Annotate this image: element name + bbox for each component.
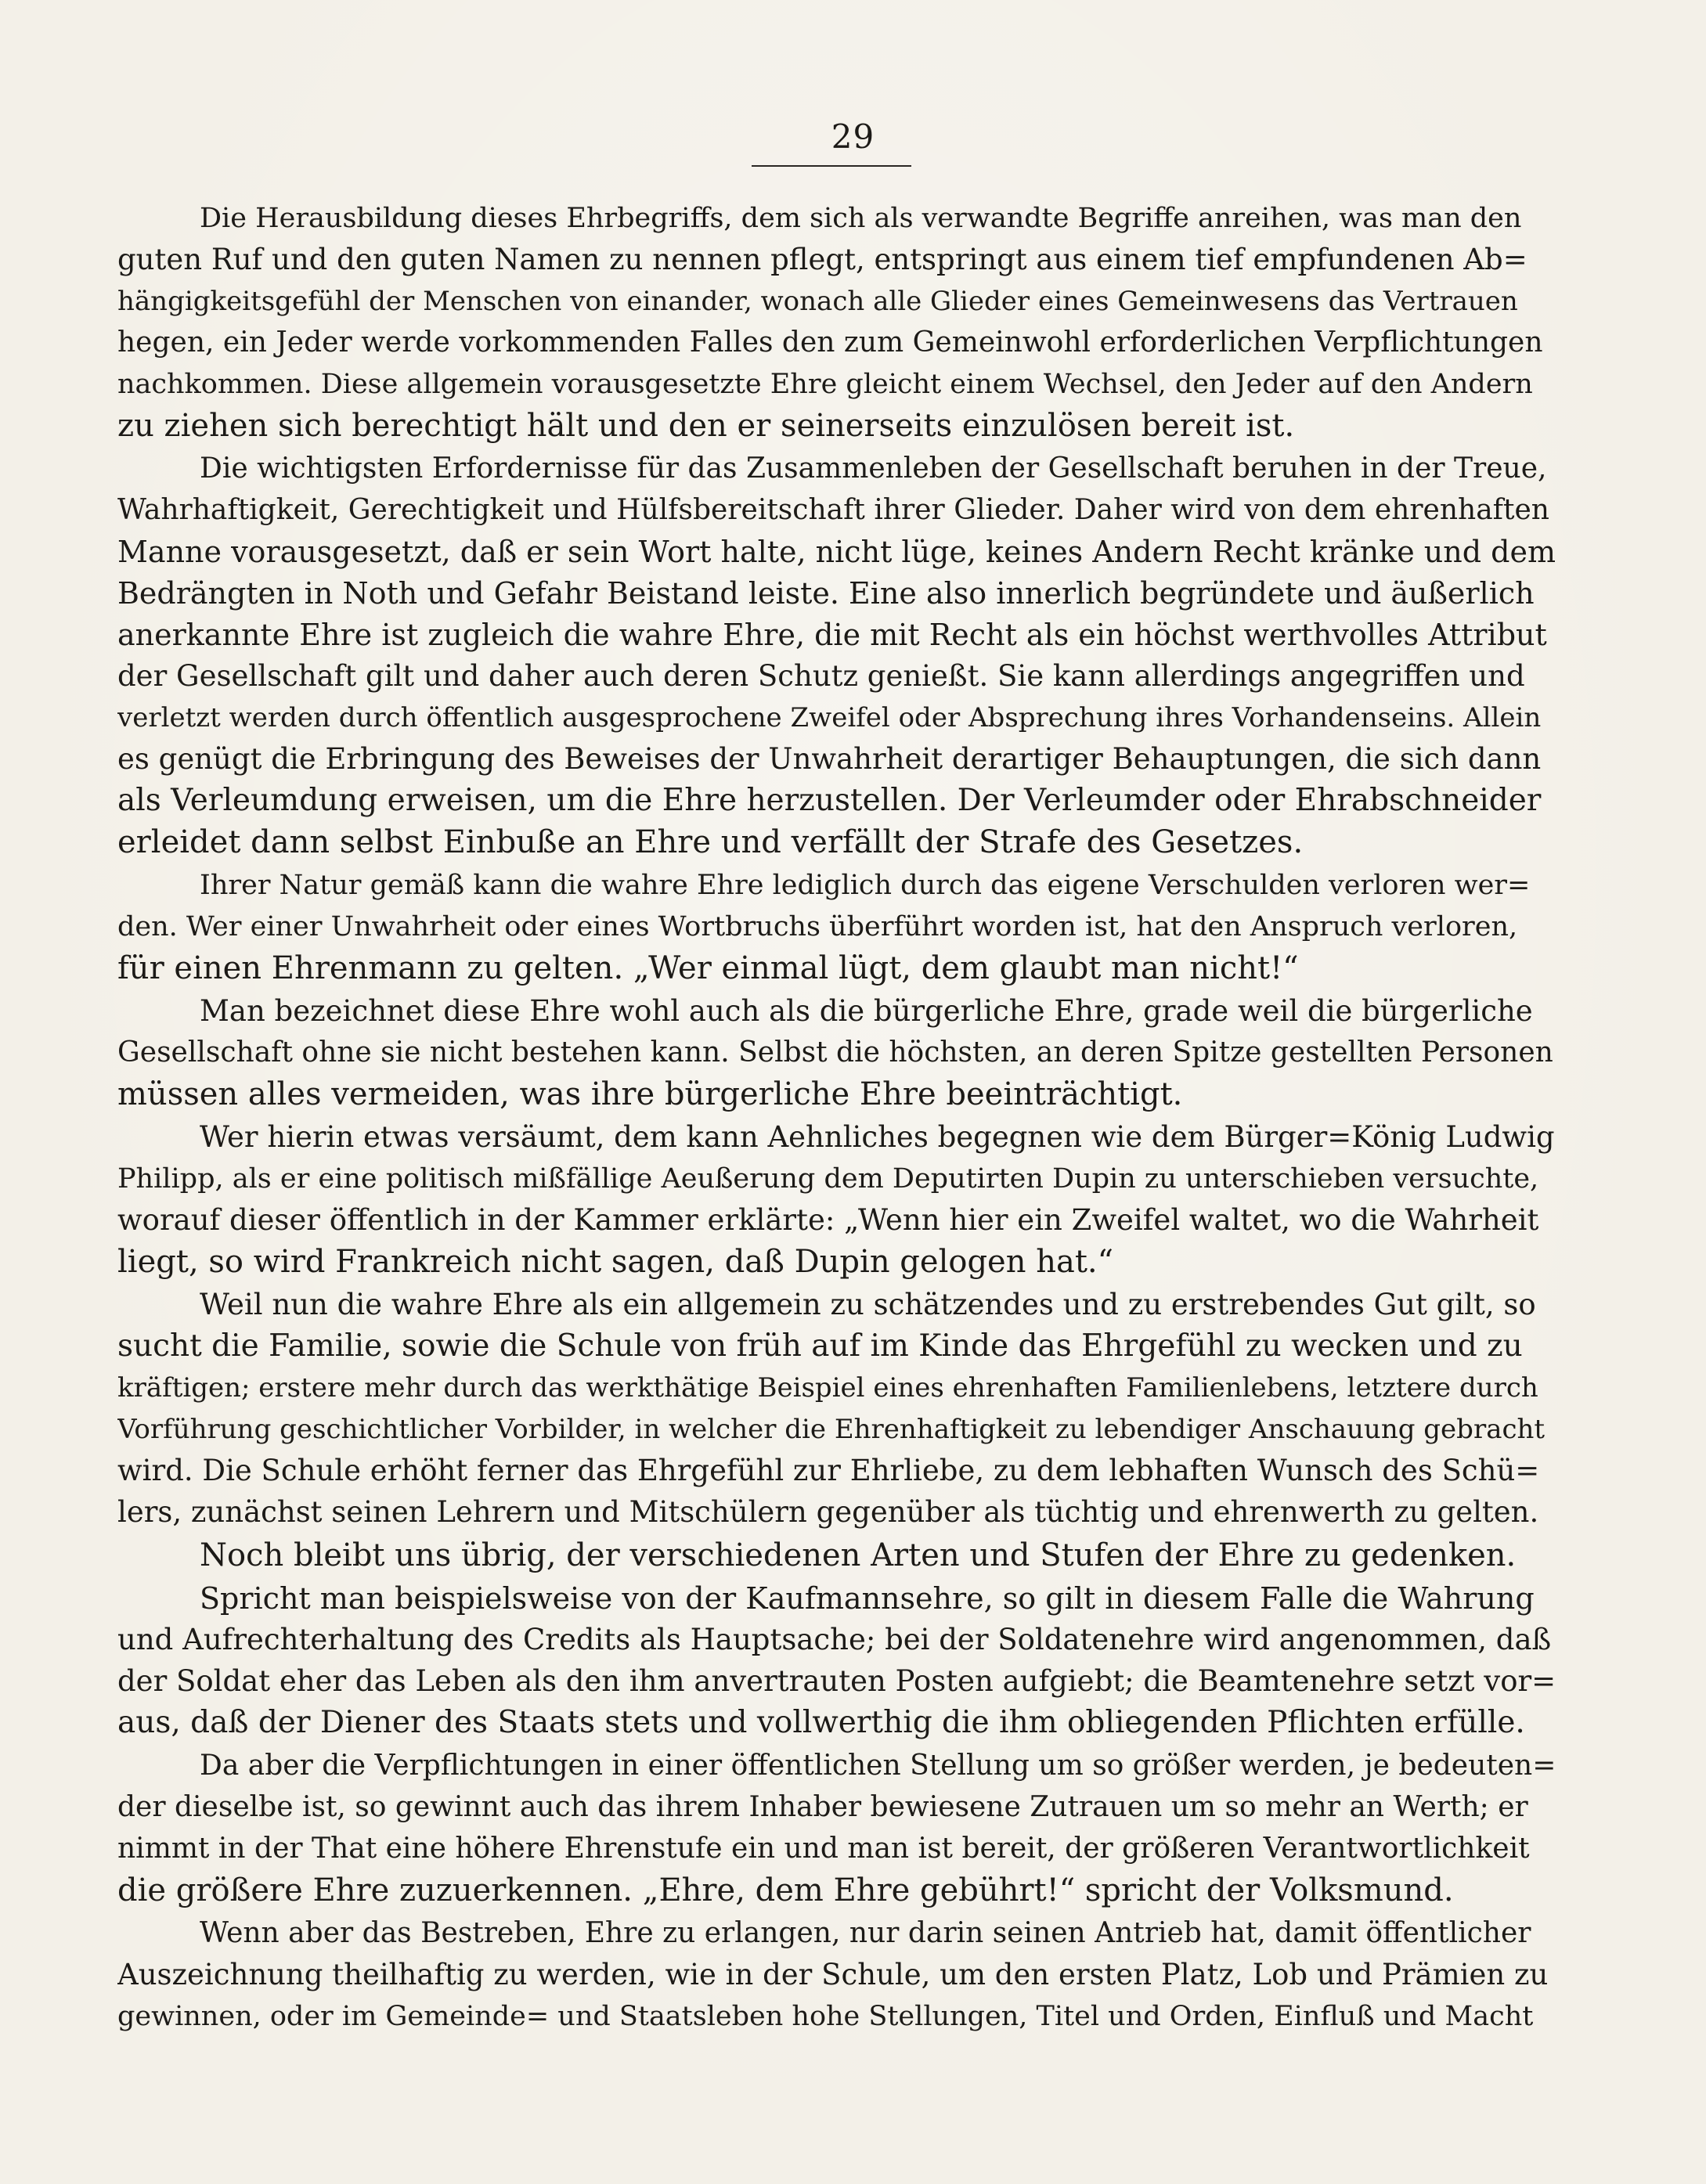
text-line: Noch bleibt uns übrig, der verschiedenen Arten und Stufen der Ehre zu gedenken. (200, 1537, 1517, 1573)
text-line: Man bezeichnet diese Ehre wohl auch als die bürgerliche Ehre, grade weil die bürgerliche (200, 994, 1533, 1028)
text-line: der dieselbe ist, so gewinnt auch das ihrem Inhaber bewiesene Zutrauen um so mehr an Werth; er (117, 1791, 1528, 1823)
text-line: hegen, ein Jeder werde vorkommenden Falles den zum Gemeinwohl erforderlichen Verpflichtungen (117, 326, 1543, 359)
text-line: müssen alles vermeiden, was ihre bürgerliche Ehre beeinträchtigt. (117, 1076, 1183, 1112)
text-line: Ihrer Natur gemäß kann die wahre Ehre lediglich durch das eigene Verschulden verloren wer= (200, 870, 1531, 901)
text-line: kräftigen; erstere mehr durch das werkthätige Beispiel eines ehrenhaften Familienlebens, letztere durch (117, 1372, 1538, 1404)
text-line: Bedrängten in Noth und Gefahr Beistand leiste. Eine also innerlich begründete und äußerlich (117, 576, 1535, 611)
text-line: Die Herausbildung dieses Ehrbegriffs, dem sich als verwandte Begriffe anreihen, was man den (200, 203, 1522, 234)
text-line: Die wichtigsten Erfordernisse für das Zusammenleben der Gesellschaft beruhen in der Treue, (200, 452, 1547, 485)
text-line: es genügt die Erbringung des Beweises der Unwahrheit derartiger Behauptungen, die sich dann (117, 742, 1542, 776)
text-line: hängigkeitsgefühl der Menschen von einander, wonach alle Glieder eines Gemeinwesens das Vertrauen (117, 286, 1518, 317)
text-line: der Gesellschaft gilt und daher auch deren Schutz genießt. Sie kann allerdings angegriffen und (117, 659, 1525, 693)
text-line: Spricht man beispielsweise von der Kaufmannsehre, so gilt in diesem Falle die Wahrung (200, 1581, 1535, 1616)
text-line: nimmt in der That eine höhere Ehrenstufe ein und man ist bereit, der größeren Verantwortlichkeit (117, 1833, 1530, 1865)
text-line: für einen Ehrenmann zu gelten. „Wer einmal lügt, dem glaubt man nicht!“ (117, 950, 1299, 986)
text-line: anerkannte Ehre ist zugleich die wahre Ehre, die mit Recht als ein höchst werthvolles Attribut (117, 618, 1547, 652)
text-line: als Verleumdung erweisen, um die Ehre herzustellen. Der Verleumder oder Ehrabschneider (117, 783, 1542, 818)
text-line: liegt, so wird Frankreich nicht sagen, daß Dupin gelogen hat.“ (117, 1244, 1114, 1280)
text-line: Philipp, als er eine politisch mißfällige Aeußerung dem Deputirten Dupin zu unterschieben versuchte, (117, 1163, 1539, 1195)
text-line: Auszeichnung theilhaftig zu werden, wie in der Schule, um den ersten Platz, Lob und Prämien zu (117, 1958, 1549, 1991)
text-line: Gesellschaft ohne sie nicht bestehen kann. Selbst die höchsten, an deren Spitze gestellten Personen (117, 1036, 1553, 1069)
text-line: wird. Die Schule erhöht ferner das Ehrgefühl zur Ehrliebe, zu dem lebhaften Wunsch des Schü= (117, 1454, 1540, 1487)
text-line: Da aber die Verpflichtungen in einer öffentlichen Stellung um so größer werden, je bedeuten= (200, 1750, 1556, 1782)
text-line: gewinnen, oder im Gemeinde= und Staatsleben hohe Stellungen, Titel und Orden, Einfluß und Macht (117, 2001, 1534, 2032)
text-line: Manne vorausgesetzt, daß er sein Wort halte, nicht lüge, keines Andern Recht kränke und dem (117, 535, 1556, 569)
page-number-rule (752, 165, 911, 167)
text-line: den. Wer einer Unwahrheit oder eines Wortbruchs überführt worden ist, hat den Anspruch verloren, (117, 911, 1518, 942)
text-line: sucht die Familie, sowie die Schule von früh auf im Kinde das Ehrgefühl zu wecken und zu (117, 1328, 1523, 1364)
text-line: erleidet dann selbst Einbuße an Ehre und verfällt der Strafe des Gesetzes. (117, 824, 1304, 860)
text-line: worauf dieser öffentlich in der Kammer erklärte: „Wenn hier ein Zweifel waltet, wo die Wahrheit (117, 1203, 1539, 1237)
text-line: verletzt werden durch öffentlich ausgesprochene Zweifel oder Absprechung ihres Vorhandenseins. Allein (117, 702, 1542, 733)
text-line: zu ziehen sich berechtigt hält und den er seinerseits einzulösen bereit ist. (117, 408, 1295, 444)
text-line: aus, daß der Diener des Staats stets und vollwerthig die ihm obliegenden Pflichten erfülle. (117, 1705, 1525, 1740)
text-line: Vorführung geschichtlicher Vorbilder, in welcher die Ehrenhaftigkeit zu lebendiger Anschauung gebracht (117, 1414, 1545, 1445)
text-line: Wahrhaftigkeit, Gerechtigkeit und Hülfsbereitschaft ihrer Glieder. Daher wird von dem ehrenhaften (117, 494, 1549, 526)
text-line: lers, zunächst seinen Lehrern und Mitschülern gegenüber als tüchtig und ehrenwerth zu gelten. (117, 1495, 1539, 1529)
text-line: die größere Ehre zuzuerkennen. „Ehre, dem Ehre gebührt!“ spricht der Volksmund. (117, 1872, 1454, 1908)
page-number: 29 (831, 117, 875, 156)
text-line: Wenn aber das Bestreben, Ehre zu erlangen, nur darin seinen Antrieb hat, damit öffentlicher (200, 1917, 1531, 1949)
text-line: Weil nun die wahre Ehre als ein allgemein zu schätzendes und zu erstrebendes Gut gilt, so (200, 1288, 1536, 1321)
text-line: nachkommen. Diese allgemein vorausgesetzte Ehre gleicht einem Wechsel, den Jeder auf den Andern (117, 369, 1533, 400)
text-line: der Soldat eher das Leben als den ihm anvertrauten Posten aufgiebt; die Beamtenehre setzt vor= (117, 1664, 1556, 1698)
text-line: guten Ruf und den guten Namen zu nennen pflegt, entspringt aus einem tief empfundenen Ab= (117, 243, 1527, 276)
text-line: und Aufrechterhaltung des Credits als Hauptsache; bei der Soldatenehre wird angenommen, daß (117, 1623, 1552, 1656)
text-line: Wer hierin etwas versäumt, dem kann Aehnliches begegnen wie dem Bürger=König Ludwig (200, 1120, 1555, 1154)
